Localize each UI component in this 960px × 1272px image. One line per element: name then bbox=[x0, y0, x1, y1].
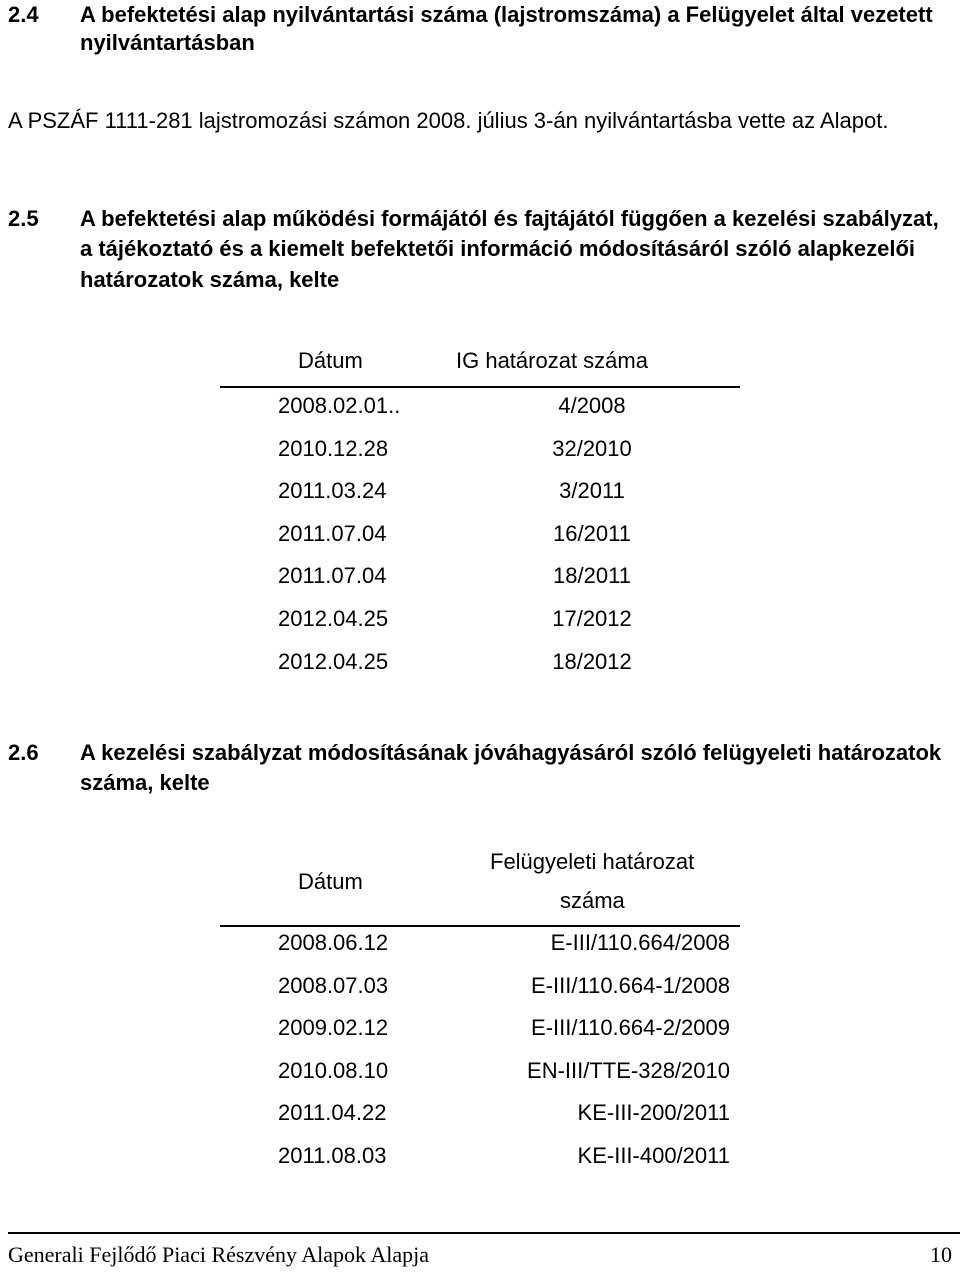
section-2-6-title-line2: száma, kelte bbox=[80, 770, 210, 795]
footer-document-title: Generali Fejlődő Piaci Részvény Alapok Alapja bbox=[8, 1242, 429, 1267]
table1-row-number: 3/2011 bbox=[559, 478, 625, 503]
table2-header-rule bbox=[220, 925, 740, 927]
table1-row-number: 18/2011 bbox=[553, 563, 631, 588]
table1-row-date: 2010.12.28 bbox=[278, 436, 389, 461]
table2-row-number: EN-III/TTE-328/2010 bbox=[527, 1058, 730, 1083]
table2-row-number: E-III/110.664-2/2009 bbox=[531, 1015, 730, 1040]
table1-header-rule bbox=[220, 386, 740, 388]
section-2-4-title-line2: nyilvántartásban bbox=[80, 30, 255, 55]
footer-page-number: 10 bbox=[930, 1242, 952, 1267]
footer-rule bbox=[8, 1232, 960, 1234]
table2-row-number: KE-III-200/2011 bbox=[577, 1100, 730, 1125]
table1-row-number: 4/2008 bbox=[558, 393, 626, 418]
section-2-5-title-line3: határozatok száma, kelte bbox=[80, 267, 340, 292]
table2-row-date: 2008.06.12 bbox=[278, 930, 389, 955]
table1-header-number: IG határozat száma bbox=[456, 348, 648, 373]
table1-row-date: 2011.07.04 bbox=[278, 563, 387, 588]
table1-row-date: 2011.07.04 bbox=[278, 521, 387, 546]
table2-row-date: 2008.07.03 bbox=[278, 973, 389, 998]
section-2-6-title-line1: A kezelési szabályzat módosításának jóváhagyásáról szóló felügyeleti határozatok bbox=[80, 740, 942, 765]
table1-header-date: Dátum bbox=[298, 348, 363, 373]
table2-row-date: 2011.04.22 bbox=[278, 1100, 387, 1125]
table2-row-number: E-III/110.664-1/2008 bbox=[531, 973, 730, 998]
table2-row-date: 2011.08.03 bbox=[278, 1143, 387, 1168]
table2-header-date: Dátum bbox=[298, 869, 363, 894]
table2-header-number-line1: Felügyeleti határozat bbox=[490, 849, 695, 874]
table1-row-date: 2011.03.24 bbox=[278, 478, 387, 503]
table1-row-date: 2012.04.25 bbox=[278, 649, 389, 674]
table1-row-date: 2012.04.25 bbox=[278, 606, 389, 631]
table2-row-date: 2009.02.12 bbox=[278, 1015, 389, 1040]
section-2-4-title-line1: A befektetési alap nyilvántartási száma (lajstromszáma) a Felügyelet által vezetett bbox=[80, 2, 933, 27]
table2-row-number: E-III/110.664/2008 bbox=[550, 930, 730, 955]
table1-row-number: 18/2012 bbox=[552, 649, 632, 674]
section-2-4-number: 2.4 bbox=[8, 2, 39, 27]
section-2-5-title-line2: a tájékoztató és a kiemelt befektetői információ módosításáról szóló alapkezelői bbox=[80, 236, 916, 261]
table1-row-date: 2008.02.01.. bbox=[278, 393, 401, 418]
section-2-6-number: 2.6 bbox=[8, 740, 39, 765]
table1-row-number: 32/2010 bbox=[552, 436, 632, 461]
section-2-5-number: 2.5 bbox=[8, 206, 39, 231]
table1-row-number: 16/2011 bbox=[553, 521, 631, 546]
table1-row-number: 17/2012 bbox=[552, 606, 632, 631]
table2-header-number-line2: száma bbox=[560, 888, 625, 913]
table2-row-number: KE-III-400/2011 bbox=[577, 1143, 730, 1168]
section-2-4-body: A PSZÁF 1111-281 lajstromozási számon 2008. július 3-án nyilvántartásba vette az Alapot. bbox=[8, 108, 889, 133]
table2-row-date: 2010.08.10 bbox=[278, 1058, 389, 1083]
section-2-5-title-line1: A befektetési alap működési formájától és fajtájától függően a kezelési szabályzat, bbox=[80, 206, 939, 231]
